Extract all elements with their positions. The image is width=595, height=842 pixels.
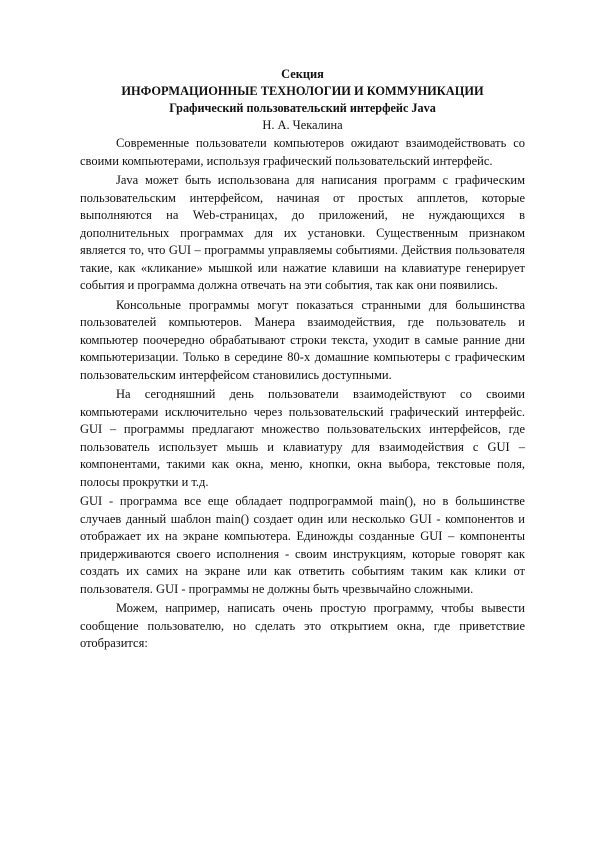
article-title: Графический пользовательский интерфейс Java [169, 101, 436, 115]
paragraph-6: Можем, например, написать очень простую программу, чтобы вывести сообщение пользователю, но сделать это открытием окна, где приветствие отобразится: [80, 601, 525, 650]
paragraph-2: Java может быть использована для написания программ с графическим пользовательским интерфейсом, начиная от простых апплетов, которые выполняются на Web-страницах, до приложений, не нуждающихся в дополнительных программах для их установки. Существенным признаком является то, что GUI – программы управляемы событиями. Действия пользователя такие, как «кликание» мышкой или нажатие клавиши на клавиатуре генерирует события и программа должна отвечать на эти события, так как они появились. [80, 173, 525, 292]
paragraph-1: Современные пользователи компьютеров ожидают взаимодействовать со своими компьютерами, используя графический пользовательский интерфейс. [80, 136, 525, 168]
author-name: Н. А. Чекалина [262, 118, 343, 132]
section-name: ИНФОРМАЦИОННЫЕ ТЕХНОЛОГИИ И КОММУНИКАЦИИ [121, 84, 484, 98]
document-page [80, 66, 525, 653]
section-label: Секция [281, 67, 324, 81]
paragraph-5: GUI - программа все еще обладает подпрограммой main(), но в большинстве случаев данный шаблон main() создает один или несколько GUI - компонентов и отображает их на экране компьютера. Единожды созданные GUI – компоненты придерживаются своего исполнения - своим инструкциям, которые говорят как создать их самих на экране или как ответить событиям таким как клики от пользователя. GUI - программы не должны быть чрезвычайно сложными. [80, 494, 525, 596]
paragraph-4: На сегодняшний день пользователи взаимодействуют со своими компьютерами исключительно через пользовательский графический интерфейс. GUI – программы предлагают множество пользовательских интерфейсов, где пользователь использует мышь и клавиатуру для взаимодействия с GUI – компонентами, такими как окна, меню, кнопки, окна выбора, текстовые поля, полосы прокрутки и т.д. [80, 387, 525, 489]
paragraph-3: Консольные программы могут показаться странными для большинства пользователей компьютеров. Манера взаимодействия, где пользователь и компьютер поочередно обрабатывают строки текста, уходит в самые ранние дни компьютеризации. Только в середине 80-х домашние компьютеры с графическим пользовательским интерфейсом становились доступными. [80, 297, 525, 382]
